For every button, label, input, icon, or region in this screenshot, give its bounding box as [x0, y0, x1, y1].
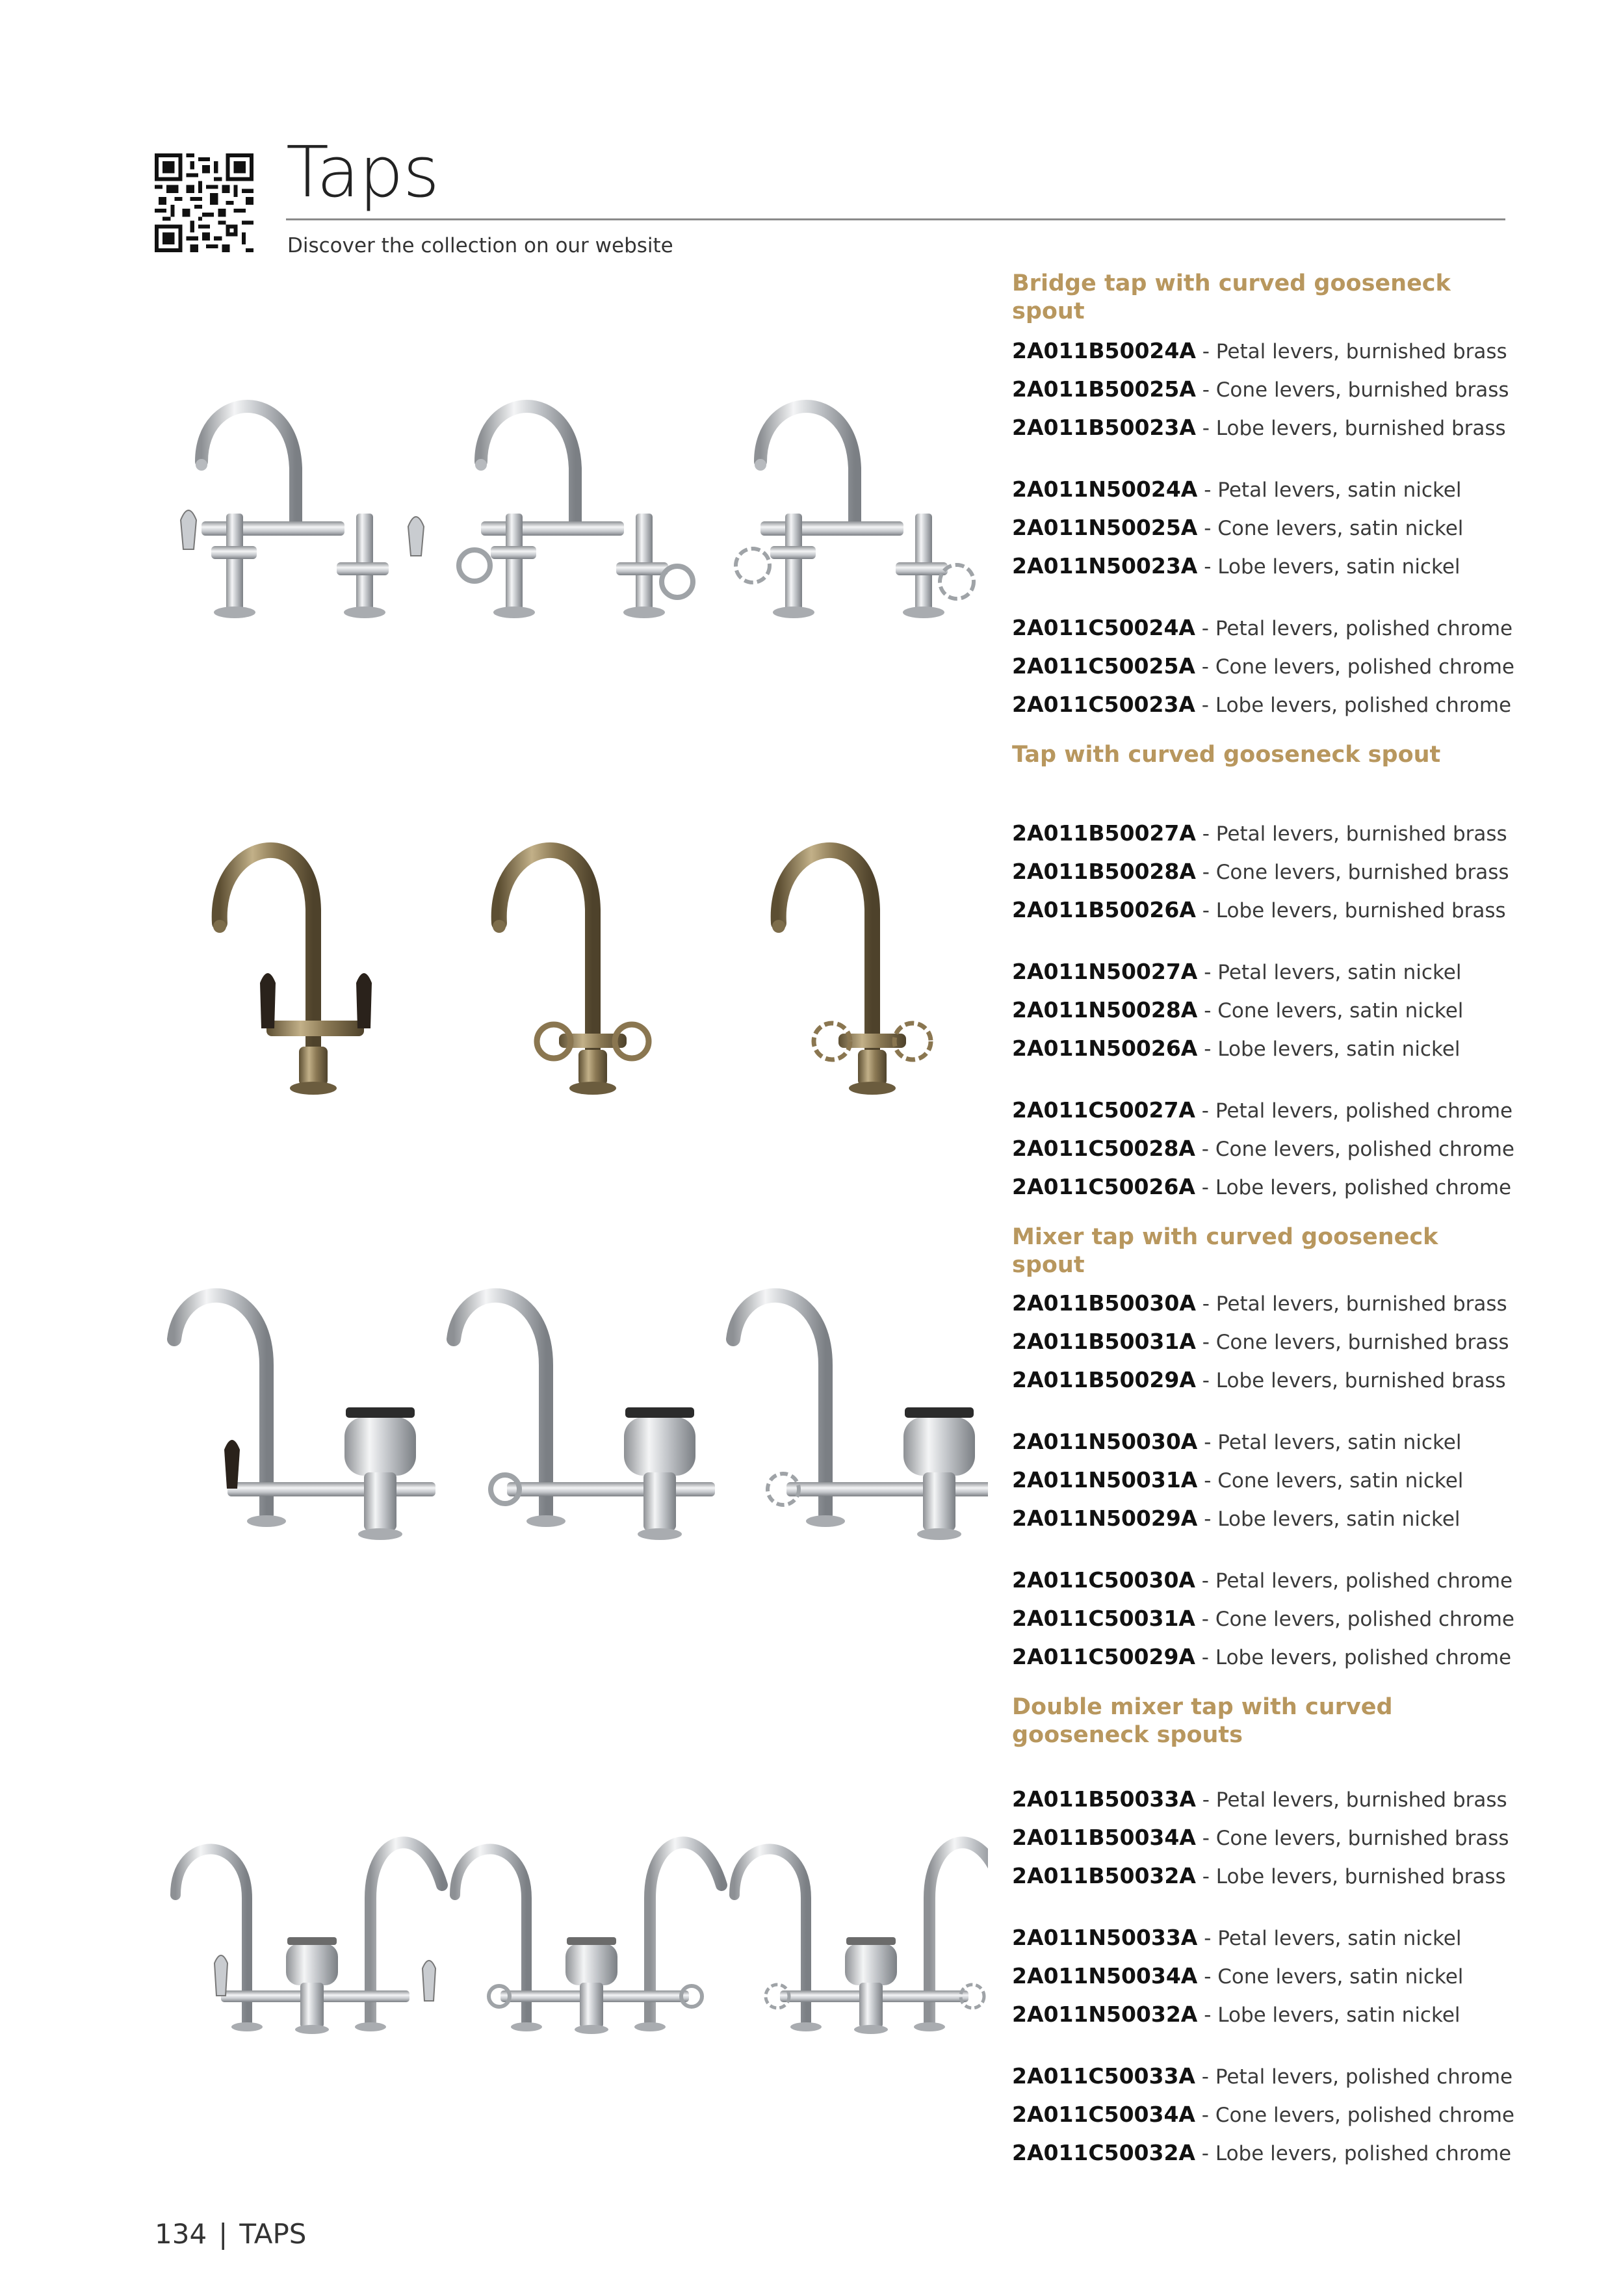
product-description: - Lobe levers, polished chrome: [1195, 694, 1512, 717]
product-description: - Petal levers, satin nickel: [1197, 961, 1462, 984]
product-description: - Cone levers, polished chrome: [1195, 1138, 1515, 1161]
product-item: [1012, 1644, 1511, 1669]
page-title: Taps: [286, 132, 439, 213]
product-item: [1012, 1567, 1513, 1593]
qr-code-icon[interactable]: [155, 153, 253, 252]
product-code: 2A011N50029A: [1012, 1506, 1198, 1531]
footer-section-label: TAPS: [239, 2218, 307, 2250]
product-code: 2A011N50023A: [1012, 553, 1198, 579]
page-subtitle[interactable]: Discover the collection on our website: [287, 234, 673, 257]
product-code: 2A011N50024A: [1012, 476, 1198, 502]
bridge-tap-lobe-image: [736, 406, 974, 618]
product-description: - Lobe levers, satin nickel: [1197, 555, 1461, 579]
product-description: - Cone levers, polished chrome: [1195, 2104, 1515, 2127]
product-code: 2A011B50034A: [1012, 1825, 1196, 1850]
product-description: - Cone levers, polished chrome: [1195, 1608, 1515, 1631]
product-item: [1012, 1506, 1461, 1531]
product-code: 2A011C50028A: [1012, 1136, 1195, 1161]
gooseneck-tap-petal-image: [213, 850, 372, 1095]
product-code: 2A011B50033A: [1012, 1786, 1196, 1812]
product-item: [1012, 1429, 1462, 1454]
section-title-bridge-tap: Bridge tap with curved gooseneck spout: [1012, 270, 1451, 324]
product-code: 2A011B50031A: [1012, 1329, 1196, 1354]
mixer-tap-cone-image: [454, 1296, 715, 1540]
product-item: [1012, 376, 1509, 402]
double-mixer-tap-petal-image: [175, 1842, 442, 2034]
bridge-tap-petal-image: [181, 406, 424, 618]
product-code: 2A011C50031A: [1012, 1606, 1195, 1631]
gooseneck-tap-cone-image: [493, 850, 649, 1095]
product-item: [1012, 959, 1462, 984]
double-mixer-tap-images: [162, 1820, 988, 2054]
double-mixer-tap-cone-image: [455, 1842, 721, 2034]
product-code: 2A011N50026A: [1012, 1036, 1198, 1061]
product-item: [1012, 1467, 1463, 1493]
product-description: - Cone levers, polished chrome: [1195, 655, 1515, 679]
product-code: 2A011N50031A: [1012, 1467, 1198, 1493]
bridge-tap-cone-image: [459, 406, 693, 618]
product-code: 2A011C50026A: [1012, 1174, 1195, 1199]
gooseneck-tap-lobe-image: [772, 850, 931, 1095]
product-description: - Lobe levers, satin nickel: [1197, 2003, 1461, 2027]
product-item: [1012, 2102, 1514, 2127]
product-item: [1012, 1825, 1509, 1850]
mixer-tap-petal-image: [174, 1296, 435, 1540]
product-description: - Lobe levers, polished chrome: [1195, 1176, 1512, 1199]
product-description: - Lobe levers, burnished brass: [1195, 1865, 1506, 1888]
gooseneck-tap-images: [162, 800, 988, 1125]
product-item: [1012, 476, 1462, 502]
product-code: 2A011C50032A: [1012, 2140, 1195, 2165]
page-number: 134: [155, 2218, 207, 2250]
product-code: 2A011C50029A: [1012, 1644, 1195, 1669]
product-code: 2A011B50026A: [1012, 897, 1196, 922]
product-description: - Cone levers, burnished brass: [1195, 1331, 1509, 1354]
product-code: 2A011N50034A: [1012, 1963, 1198, 1989]
product-item: [1012, 653, 1514, 679]
product-item: [1012, 338, 1507, 363]
product-item: [1012, 1963, 1463, 1989]
product-description: - Petal levers, burnished brass: [1195, 1292, 1507, 1316]
product-code: 2A011B50027A: [1012, 820, 1196, 846]
product-code: 2A011C50024A: [1012, 615, 1195, 640]
product-code: 2A011C50023A: [1012, 692, 1195, 717]
product-code: 2A011N50033A: [1012, 1925, 1198, 1950]
product-description: - Lobe levers, satin nickel: [1197, 1037, 1461, 1061]
product-item: [1012, 1925, 1462, 1950]
product-code: 2A011N50028A: [1012, 997, 1198, 1023]
product-description: - Petal levers, burnished brass: [1195, 1788, 1507, 1812]
product-item: [1012, 997, 1463, 1023]
double-mixer-tap-lobe-image: [734, 1842, 988, 2034]
product-code: 2A011B50028A: [1012, 859, 1196, 884]
mixer-tap-images: [162, 1287, 988, 1560]
product-item: [1012, 2002, 1461, 2027]
product-description: - Lobe levers, burnished brass: [1195, 899, 1506, 922]
product-item: [1012, 897, 1506, 922]
product-code: 2A011C50034A: [1012, 2102, 1195, 2127]
product-description: - Cone levers, satin nickel: [1197, 1469, 1464, 1493]
mixer-tap-lobe-image: [733, 1296, 988, 1540]
product-item: [1012, 1097, 1513, 1123]
product-code: 2A011C50033A: [1012, 2063, 1195, 2089]
product-item: [1012, 1174, 1511, 1199]
product-description: - Petal levers, polished chrome: [1195, 2065, 1513, 2089]
product-code: 2A011N50030A: [1012, 1429, 1198, 1454]
product-item: [1012, 1329, 1509, 1354]
product-description: - Petal levers, burnished brass: [1195, 822, 1507, 846]
product-item: [1012, 1036, 1461, 1061]
product-description: - Lobe levers, burnished brass: [1195, 1369, 1506, 1392]
product-description: - Petal levers, satin nickel: [1197, 1431, 1462, 1454]
product-description: - Cone levers, burnished brass: [1195, 1827, 1509, 1850]
product-item: [1012, 1136, 1514, 1161]
product-code: 2A011N50032A: [1012, 2002, 1198, 2027]
bridge-tap-images: [162, 371, 988, 644]
section-title-gooseneck-tap: Tap with curved gooseneck spout: [1012, 742, 1441, 768]
section-title-mixer-tap: Mixer tap with curved gooseneck spout: [1012, 1224, 1438, 1278]
product-code: 2A011N50027A: [1012, 959, 1198, 984]
product-item: [1012, 1367, 1506, 1392]
product-item: [1012, 1786, 1507, 1812]
product-code: 2A011B50023A: [1012, 415, 1196, 440]
section-title-double-mixer-tap: Double mixer tap with curved gooseneck spouts: [1012, 1694, 1393, 1748]
product-item: [1012, 515, 1463, 540]
product-item: [1012, 1863, 1506, 1888]
product-description: - Lobe levers, burnished brass: [1195, 417, 1506, 440]
product-item: [1012, 859, 1509, 884]
product-code: 2A011N50025A: [1012, 515, 1198, 540]
product-item: [1012, 2063, 1513, 2089]
product-item: [1012, 820, 1507, 846]
title-divider: [286, 218, 1505, 220]
product-item: [1012, 415, 1506, 440]
product-code: 2A011C50027A: [1012, 1097, 1195, 1123]
product-description: - Cone levers, satin nickel: [1197, 517, 1464, 540]
product-item: [1012, 2140, 1511, 2165]
product-description: - Lobe levers, polished chrome: [1195, 1646, 1512, 1669]
product-code: 2A011B50024A: [1012, 338, 1196, 363]
product-item: [1012, 1606, 1514, 1631]
product-code: 2A011C50030A: [1012, 1567, 1195, 1593]
product-description: - Cone levers, satin nickel: [1197, 1965, 1464, 1989]
product-code: 2A011B50029A: [1012, 1367, 1196, 1392]
product-description: - Petal levers, polished chrome: [1195, 617, 1513, 640]
product-code: 2A011C50025A: [1012, 653, 1195, 679]
product-description: - Lobe levers, polished chrome: [1195, 2142, 1512, 2165]
product-description: - Cone levers, burnished brass: [1195, 861, 1509, 884]
product-code: 2A011B50025A: [1012, 376, 1196, 402]
product-description: - Cone levers, satin nickel: [1197, 999, 1464, 1023]
product-description: - Lobe levers, satin nickel: [1197, 1507, 1461, 1531]
footer-separator: |: [218, 2218, 228, 2250]
page-footer: [155, 2218, 306, 2250]
product-code: 2A011B50032A: [1012, 1863, 1196, 1888]
product-item: [1012, 1290, 1507, 1316]
product-item: [1012, 692, 1511, 717]
product-description: - Petal levers, burnished brass: [1195, 340, 1507, 363]
product-description: - Cone levers, burnished brass: [1195, 378, 1509, 402]
product-code: 2A011B50030A: [1012, 1290, 1196, 1316]
product-description: - Petal levers, satin nickel: [1197, 478, 1462, 502]
product-description: - Petal levers, polished chrome: [1195, 1099, 1513, 1123]
product-item: [1012, 553, 1461, 579]
product-item: [1012, 615, 1513, 640]
product-description: - Petal levers, satin nickel: [1197, 1927, 1462, 1950]
product-description: - Petal levers, polished chrome: [1195, 1569, 1513, 1593]
